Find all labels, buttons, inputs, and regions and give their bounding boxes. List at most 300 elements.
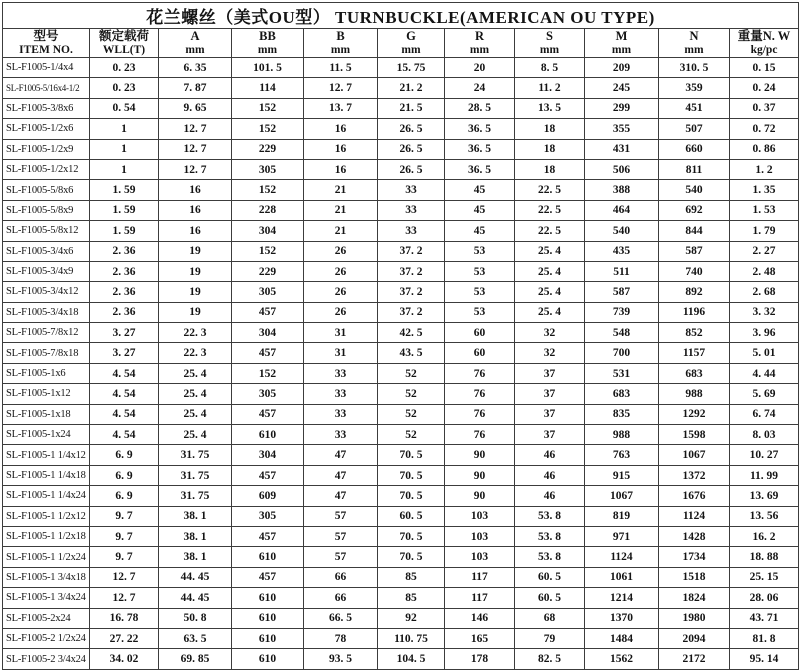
value-cell-m: 587 <box>585 282 659 302</box>
value-cell-a: 25. 4 <box>159 425 232 445</box>
value-cell-bb: 114 <box>232 78 304 98</box>
value-cell-wll: 4. 54 <box>90 425 159 445</box>
value-cell-a: 12. 7 <box>159 159 232 179</box>
value-cell-wll: 2. 36 <box>90 241 159 261</box>
value-cell-weight: 10. 27 <box>730 445 799 465</box>
value-cell-weight: 5. 01 <box>730 343 799 363</box>
value-cell-weight: 8. 03 <box>730 425 799 445</box>
value-cell-g: 33 <box>378 221 445 241</box>
value-cell-weight: 2. 68 <box>730 282 799 302</box>
value-cell-g: 52 <box>378 425 445 445</box>
value-cell-m: 988 <box>585 425 659 445</box>
value-cell-wll: 6. 9 <box>90 465 159 485</box>
value-cell-s: 60. 5 <box>515 588 585 608</box>
item-no-cell: SL-F1005-3/4x9 <box>3 261 90 281</box>
value-cell-m: 1061 <box>585 567 659 587</box>
value-cell-weight: 1. 2 <box>730 159 799 179</box>
item-no-cell: SL-F1005-7/8x18 <box>3 343 90 363</box>
value-cell-s: 37 <box>515 363 585 383</box>
value-cell-a: 38. 1 <box>159 526 232 546</box>
value-cell-wll: 0. 23 <box>90 78 159 98</box>
value-cell-m: 763 <box>585 445 659 465</box>
value-cell-g: 15. 75 <box>378 58 445 78</box>
value-cell-r: 45 <box>445 180 515 200</box>
value-cell-g: 21. 5 <box>378 98 445 118</box>
value-cell-r: 103 <box>445 506 515 526</box>
value-cell-m: 1484 <box>585 628 659 648</box>
value-cell-weight: 0. 86 <box>730 139 799 159</box>
value-cell-r: 53 <box>445 302 515 322</box>
title-row <box>3 3 799 29</box>
value-cell-b: 21 <box>304 180 378 200</box>
value-cell-n: 892 <box>659 282 730 302</box>
value-cell-n: 1067 <box>659 445 730 465</box>
value-cell-a: 12. 7 <box>159 119 232 139</box>
value-cell-a: 25. 4 <box>159 384 232 404</box>
value-cell-n: 2094 <box>659 628 730 648</box>
value-cell-m: 209 <box>585 58 659 78</box>
value-cell-b: 13. 7 <box>304 98 378 118</box>
value-cell-bb: 304 <box>232 221 304 241</box>
value-cell-wll: 1 <box>90 139 159 159</box>
table-row <box>3 465 799 485</box>
value-cell-wll: 4. 54 <box>90 404 159 424</box>
value-cell-weight: 0. 37 <box>730 98 799 118</box>
value-cell-r: 60 <box>445 323 515 343</box>
value-cell-n: 1292 <box>659 404 730 424</box>
value-cell-a: 16 <box>159 180 232 200</box>
value-cell-n: 740 <box>659 261 730 281</box>
item-no-cell: SL-F1005-3/4x18 <box>3 302 90 322</box>
column-header-label: R <box>474 28 485 43</box>
value-cell-b: 21 <box>304 221 378 241</box>
value-cell-a: 19 <box>159 241 232 261</box>
item-no-cell: SL-F1005-1x12 <box>3 384 90 404</box>
value-cell-r: 53 <box>445 261 515 281</box>
value-cell-wll: 1 <box>90 119 159 139</box>
value-cell-bb: 610 <box>232 547 304 567</box>
value-cell-n: 451 <box>659 98 730 118</box>
value-cell-n: 359 <box>659 78 730 98</box>
value-cell-s: 18 <box>515 159 585 179</box>
value-cell-weight: 5. 69 <box>730 384 799 404</box>
value-cell-r: 103 <box>445 526 515 546</box>
value-cell-b: 16 <box>304 119 378 139</box>
value-cell-bb: 229 <box>232 261 304 281</box>
value-cell-bb: 609 <box>232 486 304 506</box>
value-cell-weight: 1. 79 <box>730 221 799 241</box>
value-cell-g: 37. 2 <box>378 261 445 281</box>
value-cell-weight: 11. 99 <box>730 465 799 485</box>
value-cell-bb: 610 <box>232 588 304 608</box>
value-cell-a: 31. 75 <box>159 486 232 506</box>
column-header-label: G <box>406 28 416 43</box>
column-header-label: M <box>615 28 628 43</box>
value-cell-s: 46 <box>515 486 585 506</box>
value-cell-n: 1428 <box>659 526 730 546</box>
value-cell-n: 852 <box>659 323 730 343</box>
value-cell-g: 37. 2 <box>378 302 445 322</box>
value-cell-m: 355 <box>585 119 659 139</box>
value-cell-a: 7. 87 <box>159 78 232 98</box>
value-cell-bb: 152 <box>232 363 304 383</box>
value-cell-n: 1372 <box>659 465 730 485</box>
table-row <box>3 486 799 506</box>
value-cell-weight: 3. 32 <box>730 302 799 322</box>
value-cell-r: 53 <box>445 282 515 302</box>
value-cell-r: 53 <box>445 241 515 261</box>
table-row <box>3 526 799 546</box>
value-cell-weight: 1. 35 <box>730 180 799 200</box>
value-cell-bb: 305 <box>232 282 304 302</box>
value-cell-m: 548 <box>585 323 659 343</box>
value-cell-wll: 27. 22 <box>90 628 159 648</box>
value-cell-bb: 457 <box>232 465 304 485</box>
value-cell-m: 506 <box>585 159 659 179</box>
value-cell-m: 540 <box>585 221 659 241</box>
value-cell-a: 44. 45 <box>159 588 232 608</box>
table-row <box>3 445 799 465</box>
value-cell-s: 25. 4 <box>515 261 585 281</box>
column-header-unit: mm <box>539 43 560 56</box>
value-cell-g: 33 <box>378 200 445 220</box>
value-cell-g: 70. 5 <box>378 486 445 506</box>
column-header-wll <box>90 29 159 58</box>
value-cell-weight: 28. 06 <box>730 588 799 608</box>
column-header-weight <box>730 29 799 58</box>
value-cell-wll: 1 <box>90 159 159 179</box>
value-cell-n: 1196 <box>659 302 730 322</box>
value-cell-m: 1067 <box>585 486 659 506</box>
table-row <box>3 78 799 98</box>
value-cell-m: 435 <box>585 241 659 261</box>
value-cell-g: 52 <box>378 384 445 404</box>
value-cell-s: 22. 5 <box>515 200 585 220</box>
value-cell-a: 9. 65 <box>159 98 232 118</box>
value-cell-weight: 0. 24 <box>730 78 799 98</box>
column-header-label: A <box>190 28 200 43</box>
column-header-label: S <box>546 28 553 43</box>
value-cell-r: 165 <box>445 628 515 648</box>
value-cell-b: 26 <box>304 282 378 302</box>
value-cell-a: 25. 4 <box>159 404 232 424</box>
item-no-cell: SL-F1005-1 3/4x24 <box>3 588 90 608</box>
value-cell-g: 104. 5 <box>378 649 445 670</box>
value-cell-r: 90 <box>445 445 515 465</box>
value-cell-n: 1676 <box>659 486 730 506</box>
value-cell-m: 739 <box>585 302 659 322</box>
item-no-cell: SL-F1005-7/8x12 <box>3 323 90 343</box>
value-cell-wll: 6. 9 <box>90 486 159 506</box>
item-no-cell: SL-F1005-1 1/4x24 <box>3 486 90 506</box>
value-cell-g: 37. 2 <box>378 282 445 302</box>
value-cell-a: 22. 3 <box>159 343 232 363</box>
value-cell-wll: 0. 54 <box>90 98 159 118</box>
value-cell-n: 1598 <box>659 425 730 445</box>
value-cell-a: 31. 75 <box>159 465 232 485</box>
value-cell-bb: 457 <box>232 302 304 322</box>
value-cell-s: 53. 8 <box>515 547 585 567</box>
value-cell-wll: 1. 59 <box>90 200 159 220</box>
value-cell-weight: 4. 44 <box>730 363 799 383</box>
item-no-cell: SL-F1005-2 3/4x24 <box>3 649 90 670</box>
value-cell-m: 464 <box>585 200 659 220</box>
table-row <box>3 425 799 445</box>
value-cell-wll: 9. 7 <box>90 547 159 567</box>
item-no-cell: SL-F1005-1/4x4 <box>3 58 90 78</box>
value-cell-wll: 2. 36 <box>90 282 159 302</box>
column-header-s <box>515 29 585 58</box>
column-header-label: BB <box>259 28 276 43</box>
value-cell-bb: 152 <box>232 98 304 118</box>
value-cell-s: 68 <box>515 608 585 628</box>
value-cell-n: 540 <box>659 180 730 200</box>
value-cell-s: 25. 4 <box>515 302 585 322</box>
value-cell-m: 531 <box>585 363 659 383</box>
value-cell-b: 66 <box>304 567 378 587</box>
turnbuckle-spec-table <box>2 2 799 670</box>
value-cell-a: 25. 4 <box>159 363 232 383</box>
value-cell-b: 11. 5 <box>304 58 378 78</box>
item-no-cell: SL-F1005-1 1/4x12 <box>3 445 90 465</box>
value-cell-b: 33 <box>304 404 378 424</box>
value-cell-b: 93. 5 <box>304 649 378 670</box>
value-cell-r: 24 <box>445 78 515 98</box>
value-cell-a: 12. 7 <box>159 139 232 159</box>
value-cell-bb: 101. 5 <box>232 58 304 78</box>
table-row <box>3 261 799 281</box>
value-cell-wll: 12. 7 <box>90 567 159 587</box>
value-cell-g: 42. 5 <box>378 323 445 343</box>
value-cell-weight: 0. 72 <box>730 119 799 139</box>
value-cell-r: 45 <box>445 221 515 241</box>
value-cell-bb: 610 <box>232 628 304 648</box>
value-cell-weight: 16. 2 <box>730 526 799 546</box>
value-cell-wll: 3. 27 <box>90 343 159 363</box>
item-no-cell: SL-F1005-1 3/4x18 <box>3 567 90 587</box>
value-cell-n: 811 <box>659 159 730 179</box>
value-cell-bb: 610 <box>232 649 304 670</box>
value-cell-b: 66. 5 <box>304 608 378 628</box>
value-cell-n: 660 <box>659 139 730 159</box>
value-cell-bb: 228 <box>232 200 304 220</box>
value-cell-weight: 18. 88 <box>730 547 799 567</box>
value-cell-weight: 0. 15 <box>730 58 799 78</box>
value-cell-m: 971 <box>585 526 659 546</box>
value-cell-m: 388 <box>585 180 659 200</box>
value-cell-weight: 3. 96 <box>730 323 799 343</box>
table-row <box>3 649 799 670</box>
value-cell-n: 683 <box>659 363 730 383</box>
value-cell-a: 16 <box>159 200 232 220</box>
value-cell-b: 16 <box>304 159 378 179</box>
value-cell-weight: 95. 14 <box>730 649 799 670</box>
value-cell-weight: 81. 8 <box>730 628 799 648</box>
value-cell-n: 988 <box>659 384 730 404</box>
value-cell-g: 85 <box>378 588 445 608</box>
column-header-unit: mm <box>611 43 632 56</box>
value-cell-s: 37 <box>515 404 585 424</box>
value-cell-wll: 1. 59 <box>90 221 159 241</box>
value-cell-r: 76 <box>445 404 515 424</box>
value-cell-s: 79 <box>515 628 585 648</box>
value-cell-r: 117 <box>445 588 515 608</box>
value-cell-wll: 16. 78 <box>90 608 159 628</box>
table-row <box>3 588 799 608</box>
table-row <box>3 608 799 628</box>
value-cell-g: 33 <box>378 180 445 200</box>
table-row <box>3 384 799 404</box>
value-cell-n: 507 <box>659 119 730 139</box>
table-row <box>3 159 799 179</box>
value-cell-s: 18 <box>515 119 585 139</box>
value-cell-n: 1518 <box>659 567 730 587</box>
value-cell-n: 1734 <box>659 547 730 567</box>
value-cell-m: 299 <box>585 98 659 118</box>
value-cell-weight: 13. 56 <box>730 506 799 526</box>
value-cell-wll: 12. 7 <box>90 588 159 608</box>
value-cell-n: 1980 <box>659 608 730 628</box>
value-cell-b: 47 <box>304 486 378 506</box>
value-cell-n: 2172 <box>659 649 730 670</box>
value-cell-r: 178 <box>445 649 515 670</box>
value-cell-m: 683 <box>585 384 659 404</box>
table-row <box>3 323 799 343</box>
value-cell-a: 38. 1 <box>159 506 232 526</box>
value-cell-n: 1124 <box>659 506 730 526</box>
value-cell-r: 45 <box>445 200 515 220</box>
column-header-bb <box>232 29 304 58</box>
table-row <box>3 58 799 78</box>
table-body <box>3 58 799 670</box>
value-cell-wll: 3. 27 <box>90 323 159 343</box>
item-no-cell: SL-F1005-3/8x6 <box>3 98 90 118</box>
value-cell-b: 33 <box>304 425 378 445</box>
value-cell-a: 44. 45 <box>159 567 232 587</box>
value-cell-wll: 2. 36 <box>90 302 159 322</box>
column-header-unit: ITEM NO. <box>19 43 73 56</box>
value-cell-m: 1370 <box>585 608 659 628</box>
item-no-cell: SL-F1005-1 1/2x24 <box>3 547 90 567</box>
item-no-cell: SL-F1005-5/8x9 <box>3 200 90 220</box>
value-cell-bb: 152 <box>232 119 304 139</box>
value-cell-b: 33 <box>304 363 378 383</box>
table-row <box>3 180 799 200</box>
value-cell-s: 11. 2 <box>515 78 585 98</box>
value-cell-m: 700 <box>585 343 659 363</box>
value-cell-a: 6. 35 <box>159 58 232 78</box>
value-cell-a: 69. 85 <box>159 649 232 670</box>
item-no-cell: SL-F1005-1x18 <box>3 404 90 424</box>
item-no-cell: SL-F1005-1 1/2x12 <box>3 506 90 526</box>
value-cell-m: 915 <box>585 465 659 485</box>
table-row <box>3 404 799 424</box>
value-cell-b: 57 <box>304 526 378 546</box>
column-header-label: B <box>336 28 345 43</box>
value-cell-a: 19 <box>159 261 232 281</box>
value-cell-m: 245 <box>585 78 659 98</box>
value-cell-bb: 305 <box>232 159 304 179</box>
value-cell-b: 57 <box>304 547 378 567</box>
value-cell-b: 21 <box>304 200 378 220</box>
value-cell-r: 20 <box>445 58 515 78</box>
value-cell-b: 12. 7 <box>304 78 378 98</box>
table-row <box>3 302 799 322</box>
value-cell-wll: 1. 59 <box>90 180 159 200</box>
value-cell-b: 26 <box>304 302 378 322</box>
value-cell-a: 22. 3 <box>159 323 232 343</box>
table-row <box>3 200 799 220</box>
value-cell-r: 90 <box>445 465 515 485</box>
value-cell-r: 36. 5 <box>445 159 515 179</box>
value-cell-bb: 457 <box>232 343 304 363</box>
value-cell-m: 1562 <box>585 649 659 670</box>
table-row <box>3 628 799 648</box>
value-cell-weight: 1. 53 <box>730 200 799 220</box>
value-cell-a: 31. 75 <box>159 445 232 465</box>
value-cell-bb: 304 <box>232 445 304 465</box>
table-row <box>3 547 799 567</box>
value-cell-s: 25. 4 <box>515 282 585 302</box>
value-cell-a: 19 <box>159 302 232 322</box>
value-cell-n: 587 <box>659 241 730 261</box>
value-cell-g: 70. 5 <box>378 445 445 465</box>
column-header-unit: kg/pc <box>750 43 778 56</box>
value-cell-s: 18 <box>515 139 585 159</box>
value-cell-s: 13. 5 <box>515 98 585 118</box>
value-cell-s: 53. 8 <box>515 506 585 526</box>
value-cell-bb: 457 <box>232 404 304 424</box>
value-cell-r: 117 <box>445 567 515 587</box>
table-row <box>3 241 799 261</box>
value-cell-b: 47 <box>304 445 378 465</box>
item-no-cell: SL-F1005-3/4x12 <box>3 282 90 302</box>
value-cell-r: 103 <box>445 547 515 567</box>
value-cell-g: 52 <box>378 404 445 424</box>
value-cell-g: 21. 2 <box>378 78 445 98</box>
value-cell-a: 63. 5 <box>159 628 232 648</box>
value-cell-b: 33 <box>304 384 378 404</box>
value-cell-g: 60. 5 <box>378 506 445 526</box>
value-cell-wll: 0. 23 <box>90 58 159 78</box>
table-row <box>3 119 799 139</box>
value-cell-s: 46 <box>515 465 585 485</box>
value-cell-s: 32 <box>515 343 585 363</box>
value-cell-s: 46 <box>515 445 585 465</box>
value-cell-s: 8. 5 <box>515 58 585 78</box>
table-row <box>3 506 799 526</box>
value-cell-n: 310. 5 <box>659 58 730 78</box>
value-cell-g: 52 <box>378 363 445 383</box>
item-no-cell: SL-F1005-1/2x9 <box>3 139 90 159</box>
value-cell-wll: 34. 02 <box>90 649 159 670</box>
column-header-m <box>585 29 659 58</box>
value-cell-s: 25. 4 <box>515 241 585 261</box>
value-cell-n: 844 <box>659 221 730 241</box>
item-no-cell: SL-F1005-1x6 <box>3 363 90 383</box>
value-cell-weight: 2. 27 <box>730 241 799 261</box>
column-header-a <box>159 29 232 58</box>
table-row <box>3 567 799 587</box>
column-header-label: N <box>689 28 699 43</box>
value-cell-b: 31 <box>304 343 378 363</box>
column-header-unit: WLL(T) <box>102 43 146 56</box>
value-cell-s: 60. 5 <box>515 567 585 587</box>
table-row <box>3 98 799 118</box>
value-cell-bb: 304 <box>232 323 304 343</box>
value-cell-bb: 610 <box>232 608 304 628</box>
value-cell-wll: 9. 7 <box>90 526 159 546</box>
